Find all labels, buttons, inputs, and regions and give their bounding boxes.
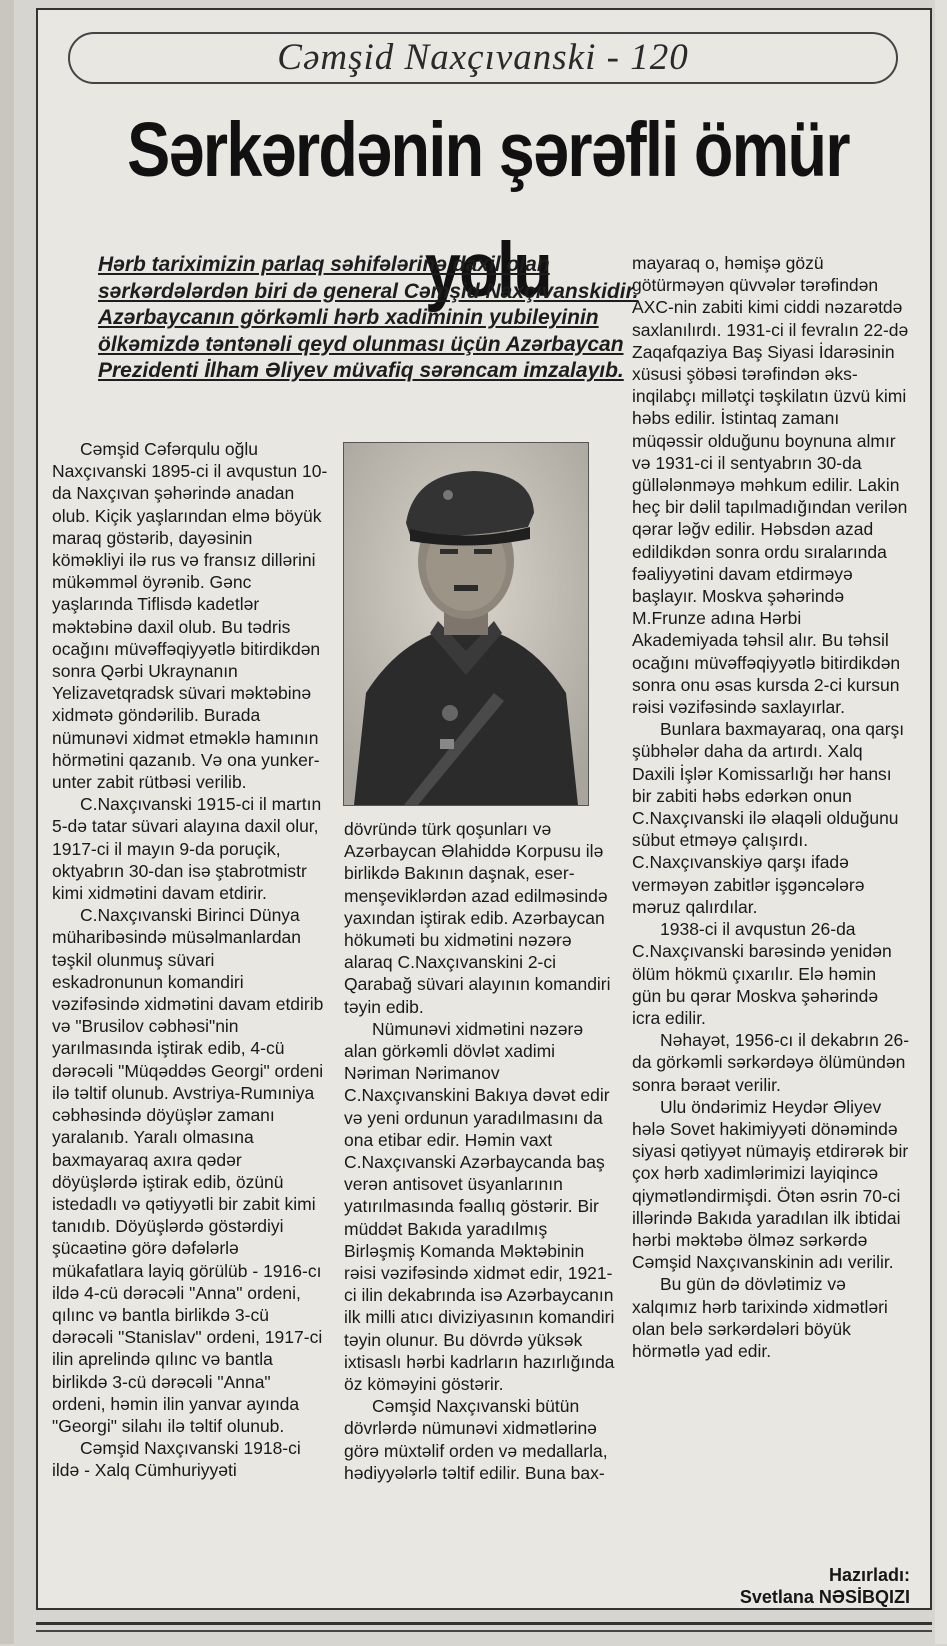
text-column-1 [52,438,328,1482]
paragraph: Bu gün də dövlətimiz və xalqımız hərb tarixində xidmətləri olan belə sərkərdələri böyük hörmətlə yad edir. [632,1274,888,1361]
byline-label: Hazırladı: [828,1565,910,1585]
portrait-photo [343,442,589,806]
text-column-3 [632,252,910,1362]
paragraph: mayaraq o, həmişə gözü götürməyən qüvvələr tərəfindən AXC-nin zabiti kimi ciddi nəzarətdə saxlanılırdı. 1931-ci il fevralın 22-də Zaqafqaziya Baş Siyasi İdarəsinin xüsusi şöbəsi tərəfindən əks-inqilabçı millətçi təşkilatın üzvü kimi həbs edilir. İstintaq zamanı müqəssir olduğunu boynuna almır və 1931-ci il sentyabrın 30-da güllələnməyə məhkum edilir. Lakin heç bir dəlil tapılmadığından verilən qərar ləğv edilir. Həbsdən azad edildikdən sonra ordu sıralarında fəaliyyətini davam etdirməyə başlayır. Moskva şəhərində M.Frunze adına Hərbi Akademiyada təhsil alır. Bu təhsil ocağını müvəffəqiyyətlə bitirdikdən sonra onu əsas kursda 2-ci kursun rəisi vəzifəsində saxlayırlar. [632,253,909,718]
byline-author: Svetlana NƏSİBQIZI [739,1587,910,1607]
text-column-2 [344,818,618,1484]
lead-paragraph: Hərb tariximizin parlaq səhifələrinə daxil olan sərkərdələrdən biri də general Cəmşid Naxçıvanskidir. Azərbaycanın görkəmli hərb xadiminin yubileyinin ölkəmizdə təntənəli qeyd olunması üçün Azərbaycan Prezidenti İlham Əliyev müvafiq sərəncam imzalayıb. [98,253,639,382]
paragraph: 1938-ci il avqustun 26-da C.Naxçıvanski barəsində yenidən ölüm hökmü çıxarılır. Elə həmin gün bu qərar Moskva şəhərində icra edilir. [632,919,892,1028]
scan-edge-right [935,0,947,1644]
paragraph: Cəmşid Naxçıvanski 1918-ci ildə - Xalq Cümhuriyyəti [52,1438,301,1481]
banner-text: Cəmşid Naxçıvanski - 120 [277,37,689,78]
paragraph: Nümunəvi xidmətini nəzərə alan görkəmli dövlət xadimi Nəriman Nərimanov C.Naxçıvanskini Bakıya dəvət edir və yeni ordunun yaradılmasını da ona etibar edir. Həmin vaxt C.Naxçıvanski Azərbaycanda baş verən antisovet üsyanlarının yatırılmasında fəallıq göstərir. Bir müddət Bakıda yaradılmış Birləşmiş Komanda Məktəbinin rəisi vəzifəsində xidmət edir, 1921-ci ilin dekabrında isə Azərbaycanın ilk milli atıcı diviziyasının komandiri təyin olunur. Bu dövrdə yüksək ixtisaslı hərbi kadrların hazırlığında öz köməyini göstərir. [344,1018,615,1395]
paragraph: Nəhayət, 1956-cı il dekabrın 26-da görkəmli sərkərdəyə ölümündən sonra bəraət verilir. [632,1030,910,1095]
paragraph: dövründə türk qoşunları və Azərbaycan Əlahiddə Korpusu ilə birlikdə Bakının daşnak, eser-menşeviklərdən azad edilməsində yaxından iştirak edib. Azərbaycan hökuməti bu xidmətini nəzərə alaraq C.Naxçıvanskini 2-ci Qarabağ süvari alayının komandiri təyin edib. [344,819,611,1017]
paragraph: Cəmşid Cəfərqulu oğlu Naxçıvanski 1895-ci il avqustun 10-da Naxçıvan şəhərində anadan olub. Kiçik yaşlarından elmə böyük maraq göstərib, dayəsinin köməkliyi ilə rus və fransız dillərini mükəmməl öyrənib. Gənc yaşlarında Tiflisdə kadetlər məktəbinə daxil olub. Bu tədris ocağını müvəffəqiyyətlə bitirdikdən sonra Qərbi Ukraynanın Yelizavetqradsk süvari məktəbinə xidmətə göndərilib. Burada nümunəvi xidmət etməklə hamının hörmətini qazanıb. Və ona yunker-unter zabit rütbəsi verilib. [52,439,328,793]
paragraph: Ulu öndərimiz Heydər Əliyev hələ Sovet hakimiyyəti dönəmində siyasi qətiyyət nümayiş etdirərək bir çox hərb xadimlərimizi layiqincə qiymətləndirmişdi. Ötən əsrin 70-ci illərində Bakıda yaradılan ilk ibtidai hərbi məktəbə ölməz sərkərdə Cəmşid Naxçıvanskinin adı verilir. [632,1096,909,1273]
paragraph: C.Naxçıvanski Birinci Dünya müharibəsində müsəlmanlardan təşkil olunmuş süvari eskadronunun komandiri vəzifəsində xidmətini davam etdirib və "Brusilov cəbhəsi"nin yarılmasında iştirak edib, 4-cü dərəcəli "Müqəddəs Georgi" ordeni ilə təltif olunub. Avstriya-Rumıniya cəbhəsində döyüşlər zamanı yaralanıb. Yaralı olmasına baxmayaraq axıra qədər döyüşlərdə iştirak edib, özünü istedadlı və qətiyyətli bir zabit kimi tanıdıb. Döyüşlərdə göstərdiyi şücaətinə görə dəfələrlə mükafatlara layiq görülüb - 1916-cı ildə 4-cü dərəcəli "Anna" ordeni, qılınc və bantla birlikdə 3-cü dərəcəli "Stanislav" ordeni, 1917-ci ilin aprelində qılınc və bantla birlikdə 3-cü dərəcəli "Anna" ordeni, həmin ilin yanvar ayında "Georgi" silahı ilə təltif olunub. [52,905,324,1436]
article-frame [36,8,932,1610]
portrait-image [344,443,588,805]
scan-edge-left [0,0,14,1644]
paragraph: Bunlara baxmayaraq, ona qarşı şübhələr daha da artırdı. Xalq Daxili İşlər Komissarlığı hər hansı bir zabiti həbs edərkən onun C.Naxçıvanski ilə əlaqəli olduğunu sübut etməyə çalışırdı. C.Naxçıvanskiyə qarşı ifadə verməyən zabitlər işgəncələrə məruz qalırdılar. [632,719,905,917]
byline [632,1564,910,1608]
paragraph: C.Naxçıvanski 1915-ci il martın 5-də tatar süvari alayına daxil olur, 1917-ci il mayın 9-da poruçik, oktyabrın 30-dan isə ştabrotmistr kimi xidmətini davam etdirir. [52,794,322,904]
paragraph: Cəmşid Naxçıvanski bütün dövrlərdə nümunəvi xidmətlərinə görə müxtəlif orden və medallarla, hədiyyələrlə təltif edilir. Buna bax- [344,1396,608,1483]
headline: Sərkərdənin şərəfli ömür yolu [127,107,849,313]
bottom-rule [36,1622,932,1625]
series-banner [68,32,898,84]
